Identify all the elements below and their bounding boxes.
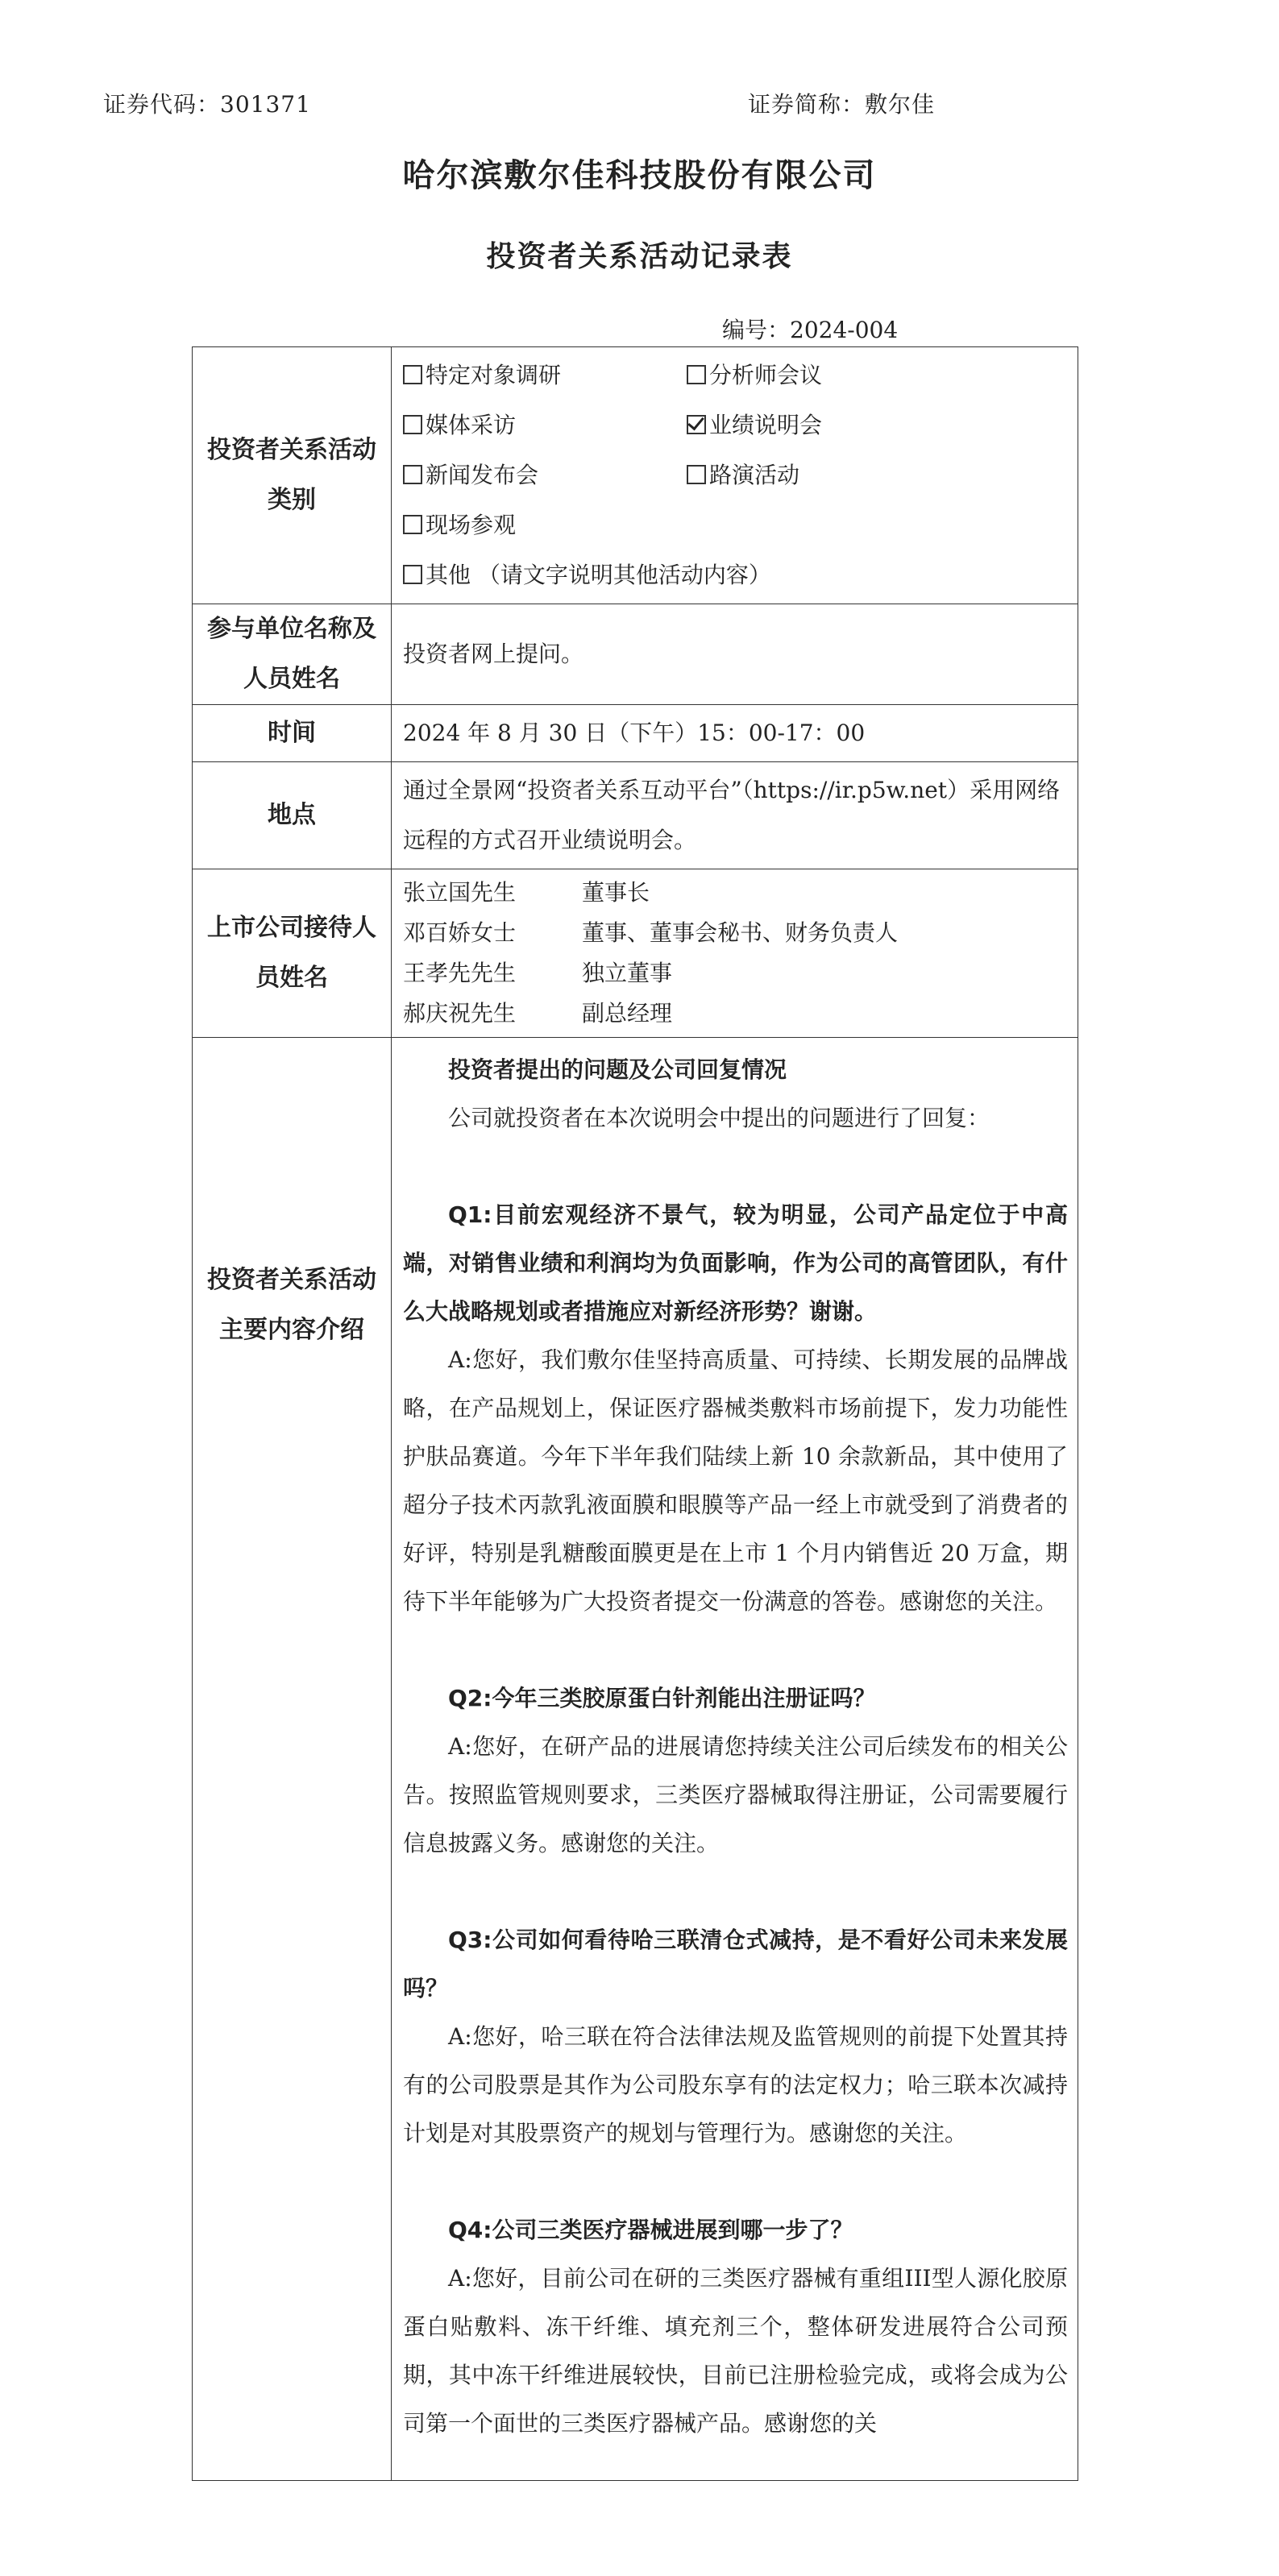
time-label: 时间 <box>193 705 392 762</box>
reception-staff-label: 上市公司接待人员姓名 <box>193 869 392 1038</box>
answer-1: A:您好，我们敷尔佳坚持高质量、可持续、长期发展的品牌战略，在产品规划上，保证医疗器械类敷料市场前提下，发力功能性护肤品赛道。今年下半年我们陆续上新 10 余款新品，其中使用了超分子技术丙款乳液面膜和眼膜等产品一经上市就受到了消费者的好评，特别是乳糖酸面膜更是在上市 1 个月内销售近 20 万盒，期待下半年能够为广大投资者提交一份满意的答卷。感谢您的关注。 <box>403 1346 1068 1615</box>
main-content-label: 投资者关系活动主要内容介绍 <box>193 1038 392 2481</box>
checkbox-icon[interactable] <box>687 465 706 484</box>
row-time <box>193 705 1078 762</box>
checkbox-icon[interactable] <box>403 365 422 384</box>
option-site-visit[interactable]: 现场参观 <box>403 500 1068 550</box>
checkbox-icon[interactable] <box>687 365 706 384</box>
place-value: 通过全景网“投资者关系互动平台”（https://ir.p5w.net）采用网络远程的方式召开业绩说明会。 <box>392 762 1078 869</box>
main-content <box>392 1038 1078 2481</box>
staff-name: 邓百娇女士 <box>403 919 517 946</box>
option-press-conference[interactable]: 新闻发布会 <box>403 450 687 500</box>
option-roadshow[interactable]: 路演活动 <box>687 450 1068 500</box>
staff-role: 副总经理 <box>582 1000 673 1027</box>
option-earnings-briefing[interactable]: 业绩说明会 <box>687 400 1068 450</box>
participants-label: 参与单位名称及人员姓名 <box>193 604 392 705</box>
checkbox-icon[interactable] <box>403 565 422 584</box>
place-label: 地点 <box>193 762 392 869</box>
row-participants <box>193 604 1078 705</box>
option-other[interactable]: 其他 （请文字说明其他活动内容） <box>403 550 1068 600</box>
staff-name: 王孝先先生 <box>403 960 517 986</box>
staff-name: 张立国先生 <box>403 879 517 906</box>
option-media-interview[interactable]: 媒体采访 <box>403 400 687 450</box>
answer-4: A:您好，目前公司在研的三类医疗器械有重组III型人源化胶原蛋白贴敷料、冻干纤维、填充剂三个，整体研发进展符合公司预期，其中冻干纤维进展较快，目前已注册检验完成，或将会成为公司第一个面世的三类医疗器械产品。感谢您的关 <box>403 2265 1068 2437</box>
serial-number: 编号：2024-004 <box>722 317 899 343</box>
checked-checkbox-icon[interactable] <box>687 415 706 434</box>
question-2: Q2:今年三类胶原蛋白针剂能出注册证吗？ <box>448 1685 876 1711</box>
answer-3: A:您好，哈三联在符合法律法规及监管规则的前提下处置其持有的公司股票是其作为公司股东享有的法定权力；哈三联本次减持计划是对其股票资产的规划与管理行为。感谢您的关注。 <box>403 2023 1068 2147</box>
company-title: 哈尔滨敷尔佳科技股份有限公司 <box>402 157 877 194</box>
staff-role: 董事、董事会秘书、财务负责人 <box>582 919 899 946</box>
checkbox-icon[interactable] <box>403 515 422 534</box>
staff-role: 董事长 <box>582 879 650 906</box>
activity-type-label: 投资者关系活动类别 <box>193 347 392 604</box>
qa-section-heading: 投资者提出的问题及公司回复情况 <box>448 1056 787 1083</box>
staff-name: 郝庆祝先生 <box>403 1000 517 1027</box>
answer-2: A:您好，在研产品的进展请您持续关注公司后续发布的相关公告。按照监管规则要求，三类医疗器械取得注册证，公司需要履行信息披露义务。感谢您的关注。 <box>403 1733 1068 1856</box>
security-code: 证券代码：301371 <box>103 91 311 118</box>
security-abbreviation: 证券简称：敷尔佳 <box>748 91 936 118</box>
staff-role: 独立董事 <box>582 960 673 986</box>
question-4: Q4:公司三类医疗器械进展到哪一步了？ <box>448 2217 853 2243</box>
record-table <box>192 346 1078 2481</box>
option-specific-research[interactable]: 特定对象调研 <box>403 351 687 400</box>
row-main-content <box>193 1038 1078 2481</box>
reception-staff-list <box>392 869 1078 1038</box>
row-reception-staff <box>193 869 1078 1038</box>
question-1: Q1:目前宏观经济不景气，较为明显，公司产品定位于中高端，对销售业绩和利润均为负面影响，作为公司的高管团队，有什么大战略规划或者措施应对新经济形势？谢谢。 <box>403 1201 1068 1325</box>
participants-value: 投资者网上提问。 <box>392 604 1078 705</box>
activity-type-options <box>392 347 1078 604</box>
checkbox-icon[interactable] <box>403 415 422 434</box>
option-analyst-meeting[interactable]: 分析师会议 <box>687 351 1068 400</box>
question-3: Q3:公司如何看待哈三联清仓式减持，是不看好公司未来发展吗？ <box>403 1927 1068 2001</box>
time-value: 2024 年 8 月 30 日（下午）15：00-17：00 <box>392 705 1078 762</box>
document-title: 投资者关系活动记录表 <box>486 240 793 273</box>
row-activity-type <box>193 347 1078 604</box>
checkbox-icon[interactable] <box>403 465 422 484</box>
row-place <box>193 762 1078 869</box>
qa-intro: 公司就投资者在本次说明会中提出的问题进行了回复： <box>448 1105 990 1131</box>
